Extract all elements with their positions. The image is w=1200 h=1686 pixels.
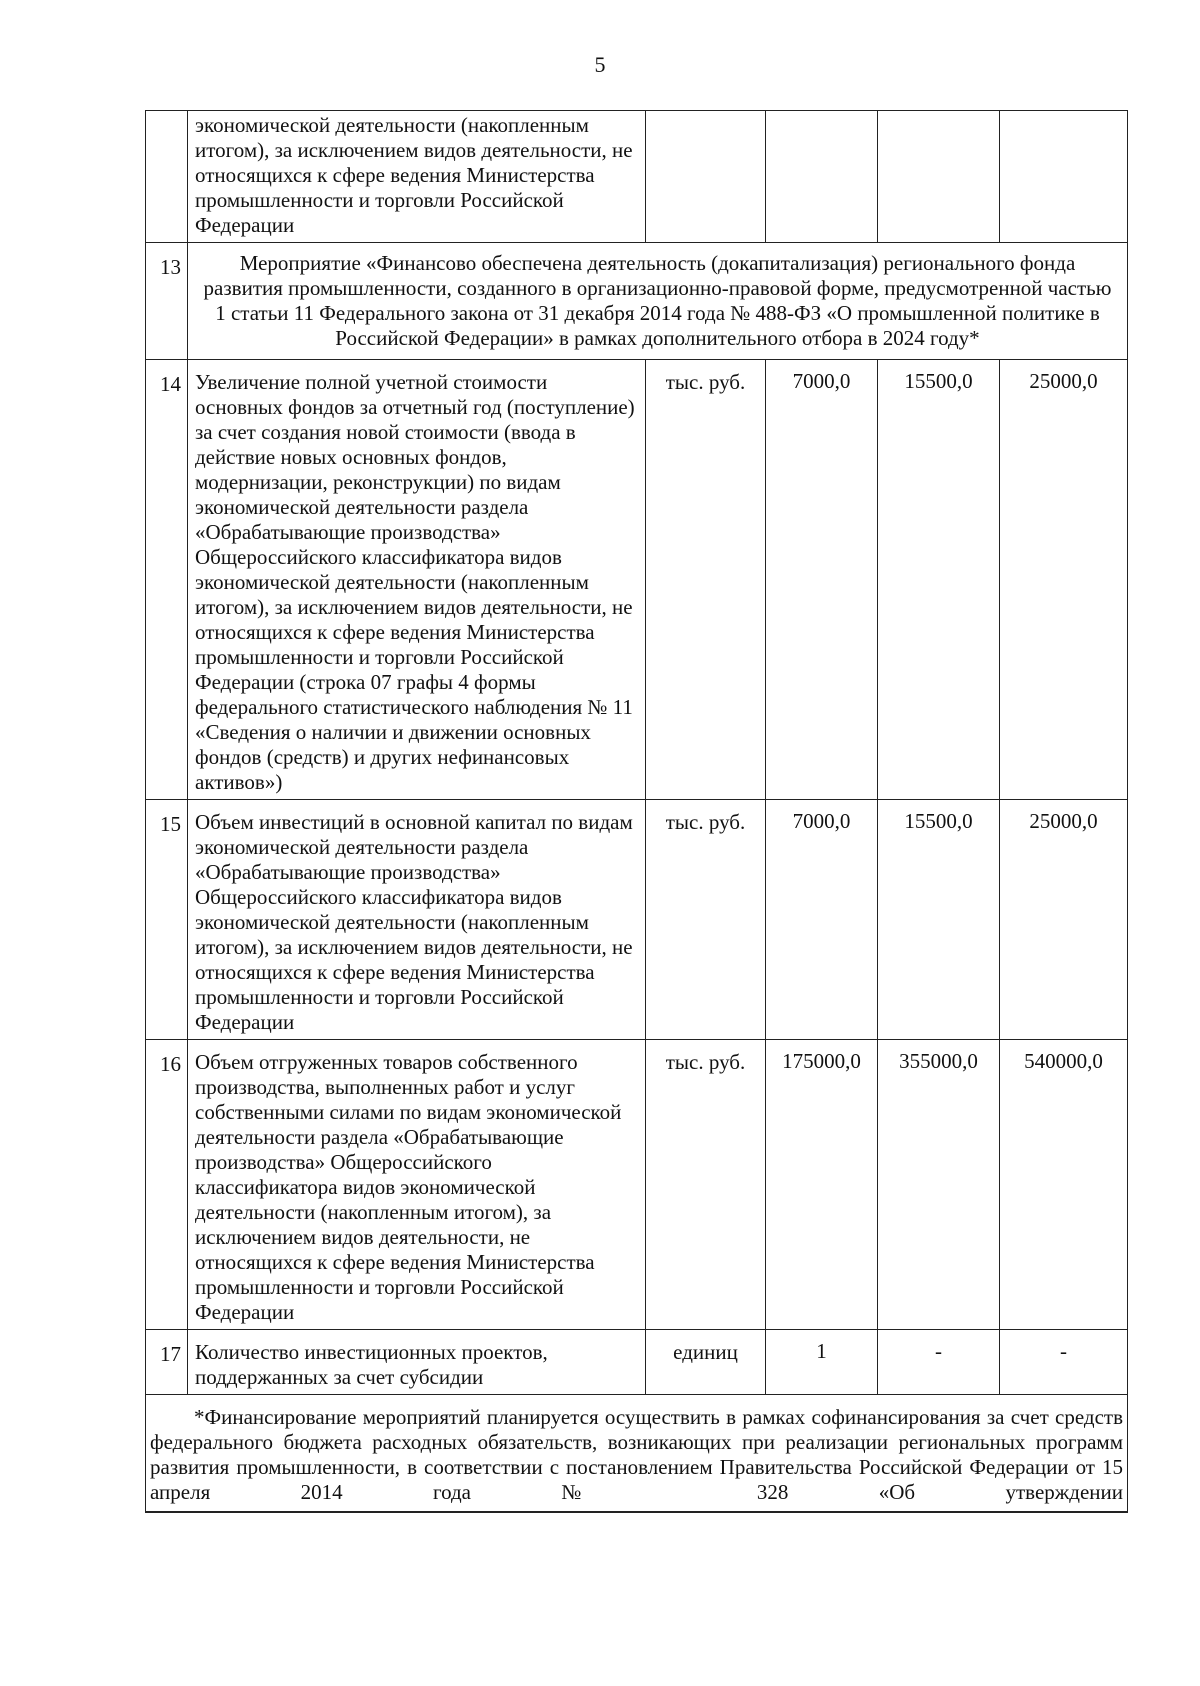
table-row <box>146 1040 1128 1330</box>
table-row <box>146 1330 1128 1395</box>
footnote-cell <box>146 1395 1128 1513</box>
value-3: - <box>1000 1330 1128 1395</box>
footnote-text: *Финансирование мероприятий планируется осуществить в рамках софинансирования за счет средств федерального бюджета расходных обязательств, возникающих при реализации региональных программ развития промышленности, в соответствии с постановлением Правительства Российской Федерации от 15 апреля 2014 года № 328 «Об утверждении <box>150 1405 1123 1504</box>
unit-cell: тыс. руб. <box>646 1040 766 1330</box>
unit-cell <box>646 111 766 243</box>
indicator-name: Количество инвестиционных проектов, поддержанных за счет субсидии <box>188 1330 646 1395</box>
row-number: 17 <box>146 1330 188 1395</box>
value-1: 7000,0 <box>766 360 878 800</box>
row-number: 16 <box>146 1040 188 1330</box>
page-number: 5 <box>594 52 606 77</box>
value-cell <box>1000 111 1128 243</box>
value-2: - <box>878 1330 1000 1395</box>
indicators-table <box>145 110 1128 1513</box>
table-row <box>146 800 1128 1040</box>
value-1: 7000,0 <box>766 800 878 1040</box>
indicator-name: Увеличение полной учетной стоимости основных фондов за отчетный год (поступление) за счет создания новой стоимости (ввода в действие новых основных фондов, модернизации, реконструкции) по видам экономической деятельности раздела «Обрабатывающие производства» Общероссийского классификатора видов экономической деятельности (накопленным итогом), за исключением видов деятельности, не относящихся к сфере ведения Министерства промышленности и торговли Российской Федерации (строка 07 графы 4 формы федерального статистического наблюдения № 11 «Сведения о наличии и движении основных фондов (средств) и других нефинансовых активов») <box>188 360 646 800</box>
event-title: Мероприятие «Финансово обеспечена деятельность (докапитализация) регионального фонда развития промышленности, созданного в организационно-правовой форме, предусмотренной частью 1 статьи 11 Федерального закона от 31 декабря 2014 года № 488-ФЗ «О промышленной политике в Российской Федерации» в рамках дополнительного отбора в 2024 году* <box>188 243 1128 360</box>
value-1: 175000,0 <box>766 1040 878 1330</box>
value-3: 540000,0 <box>1000 1040 1128 1330</box>
table-row-footnote <box>146 1395 1128 1513</box>
value-1: 1 <box>766 1330 878 1395</box>
value-2: 15500,0 <box>878 800 1000 1040</box>
value-3: 25000,0 <box>1000 360 1128 800</box>
value-2: 355000,0 <box>878 1040 1000 1330</box>
table-row <box>146 360 1128 800</box>
indicator-name: Объем инвестиций в основной капитал по видам экономической деятельности раздела «Обрабатывающие производства» Общероссийского классификатора видов экономической деятельности (накопленным итогом), за исключением видов деятельности, не относящихся к сфере ведения Министерства промышленности и торговли Российской Федерации <box>188 800 646 1040</box>
value-cell <box>878 111 1000 243</box>
value-2: 15500,0 <box>878 360 1000 800</box>
row-number: 14 <box>146 360 188 800</box>
value-3: 25000,0 <box>1000 800 1128 1040</box>
table-row-continuation <box>146 111 1128 243</box>
row-number: 15 <box>146 800 188 1040</box>
indicator-name: Объем отгруженных товаров собственного производства, выполненных работ и услуг собственными силами по видам экономической деятельности раздела «Обрабатывающие производства» Общероссийского классификатора видов экономической деятельности (накопленным итогом), за исключением видов деятельности, не относящихся к сфере ведения Министерства промышленности и торговли Российской Федерации <box>188 1040 646 1330</box>
row-number: 13 <box>146 243 188 360</box>
unit-cell: тыс. руб. <box>646 800 766 1040</box>
indicator-name: экономической деятельности (накопленным итогом), за исключением видов деятельности, не относящихся к сфере ведения Министерства промышленности и торговли Российской Федерации <box>188 111 646 243</box>
value-cell <box>766 111 878 243</box>
unit-cell: единиц <box>646 1330 766 1395</box>
unit-cell: тыс. руб. <box>646 360 766 800</box>
row-number-cell <box>146 111 188 243</box>
table-row-event <box>146 243 1128 360</box>
